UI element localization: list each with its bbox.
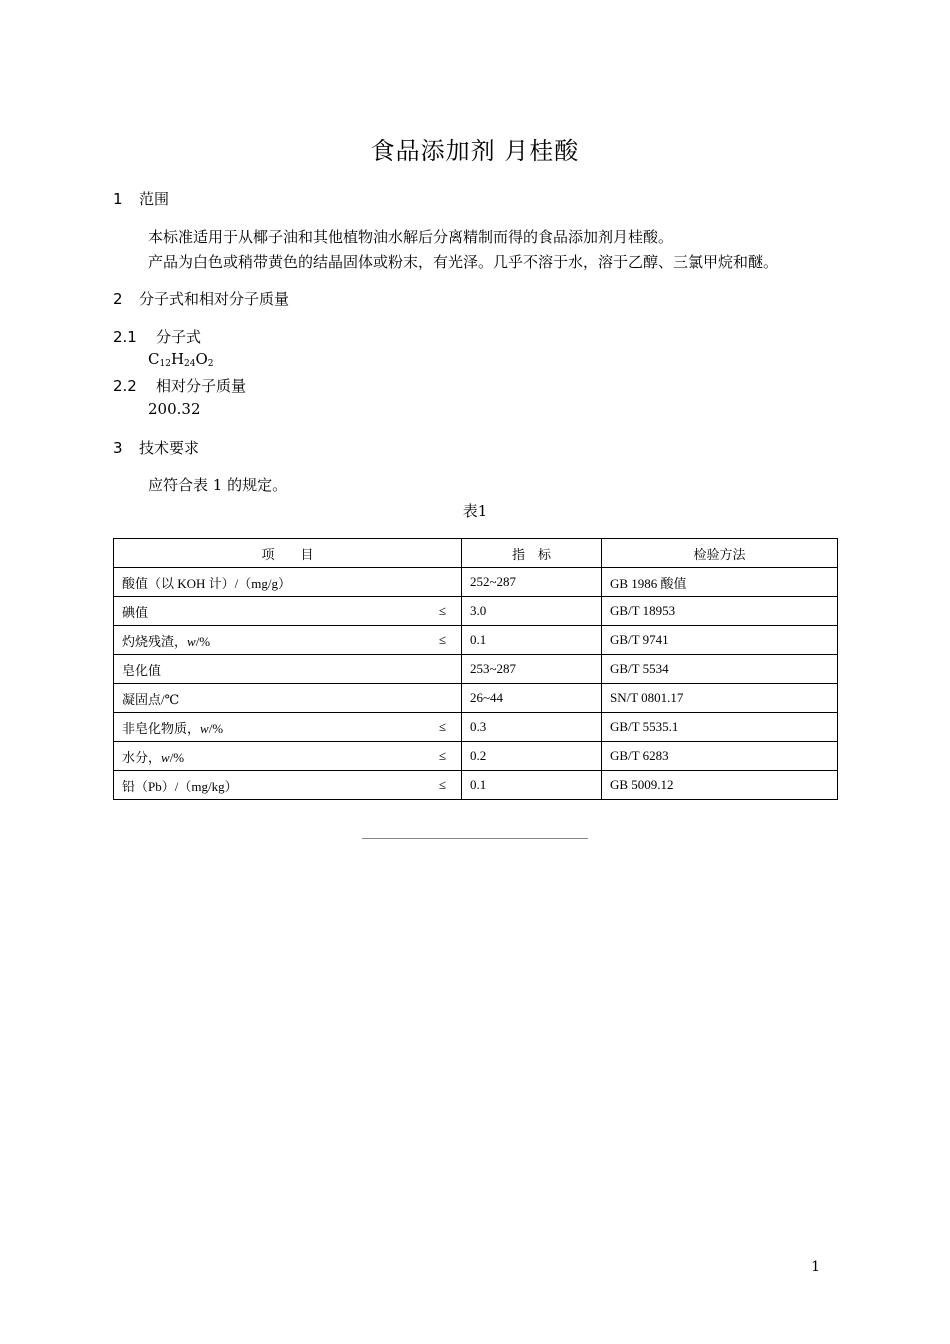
item-label: 铅（Pb）/（mg/kg） [122, 778, 238, 794]
item-label: 凝固点/℃ [122, 691, 180, 707]
le-symbol: ≤ [438, 632, 446, 647]
indicator-cell: 0.1 [462, 771, 602, 800]
header-method: 检验方法 [602, 539, 838, 568]
method-cell: GB 5009.12 [602, 771, 838, 800]
table-row [114, 771, 838, 800]
method-cell: GB/T 18953 [602, 597, 838, 626]
item-label: 灼烧残渣， [122, 633, 188, 649]
indicator-cell: 253~287 [462, 655, 602, 684]
table-row [114, 684, 838, 713]
method-cell: GB/T 6283 [602, 742, 838, 771]
section-title: 范围 [139, 190, 170, 208]
table-row [114, 655, 838, 684]
indicator-cell: 0.1 [462, 626, 602, 655]
indicator-cell: 26~44 [462, 684, 602, 713]
molecular-mass-value: 200.32 [148, 400, 201, 418]
table-caption: 表1 [462, 502, 488, 520]
section-2-heading [113, 288, 289, 309]
specification-table [113, 538, 838, 800]
item-symbol: w [200, 720, 209, 736]
item-cell [114, 626, 462, 655]
scope-paragraph-1: 本标准适用于从椰子油和其他植物油水解后分离精制而得的食品添加剂月桂酸。 [148, 228, 674, 246]
section-number: 1 [113, 190, 123, 208]
item-cell [114, 568, 462, 597]
section-title: 分子式 [156, 328, 202, 346]
table-row [114, 568, 838, 597]
item-label: 酸值（以 KOH 计）/（mg/g） [122, 575, 292, 591]
le-symbol: ≤ [438, 603, 446, 618]
section-number: 3 [113, 439, 123, 457]
page-number: 1 [811, 1259, 820, 1275]
le-symbol: ≤ [438, 719, 446, 734]
item-unit: /% [195, 633, 211, 649]
indicator-cell: 0.3 [462, 713, 602, 742]
method-cell: SN/T 0801.17 [602, 684, 838, 713]
method-cell: GB 1986 酸值 [602, 568, 838, 597]
header-indicator: 指 标 [462, 539, 602, 568]
section-3-heading [113, 437, 199, 458]
le-symbol: ≤ [438, 748, 446, 763]
table-row [114, 597, 838, 626]
section-1-heading [113, 188, 169, 209]
section-2-1-heading [113, 326, 201, 347]
item-cell [114, 771, 462, 800]
table-row [114, 713, 838, 742]
item-cell [114, 742, 462, 771]
method-cell: GB/T 5535.1 [602, 713, 838, 742]
section-title: 技术要求 [139, 439, 200, 457]
section-number: 2.1 [113, 328, 137, 346]
section-number: 2 [113, 290, 123, 308]
item-label: 水分， [122, 749, 162, 765]
indicator-cell: 0.2 [462, 742, 602, 771]
table-row [114, 626, 838, 655]
item-label: 皂化值 [122, 662, 162, 678]
scope-paragraph-2: 产品为白色或稍带黄色的结晶固体或粉末，有光泽。几乎不溶于水，溶于乙醇、三氯甲烷和醚。 [148, 253, 779, 271]
indicator-cell: 3.0 [462, 597, 602, 626]
item-unit: /% [208, 720, 224, 736]
item-cell [114, 713, 462, 742]
requirements-paragraph: 应符合表 1 的规定。 [148, 476, 288, 494]
end-rule [362, 838, 588, 839]
table-row [114, 742, 838, 771]
section-2-2-heading [113, 375, 246, 396]
item-cell [114, 684, 462, 713]
method-cell: GB/T 5534 [602, 655, 838, 684]
item-label: 碘值 [122, 604, 149, 620]
page-title: 食品添加剂 月桂酸 [370, 137, 580, 165]
item-symbol: w [161, 749, 170, 765]
method-cell: GB/T 9741 [602, 626, 838, 655]
section-title: 分子式和相对分子质量 [139, 290, 290, 308]
item-cell [114, 655, 462, 684]
section-title: 相对分子质量 [156, 377, 247, 395]
item-unit: /% [169, 749, 185, 765]
table-header-row [114, 539, 838, 568]
item-cell [114, 597, 462, 626]
le-symbol: ≤ [438, 777, 446, 792]
header-item: 项 目 [114, 539, 462, 568]
indicator-cell: 252~287 [462, 568, 602, 597]
molecular-formula: $C_{12}H_{24}O_2$ [148, 350, 214, 369]
section-number: 2.2 [113, 377, 137, 395]
item-label: 非皂化物质， [122, 720, 201, 736]
item-symbol: w [187, 633, 196, 649]
